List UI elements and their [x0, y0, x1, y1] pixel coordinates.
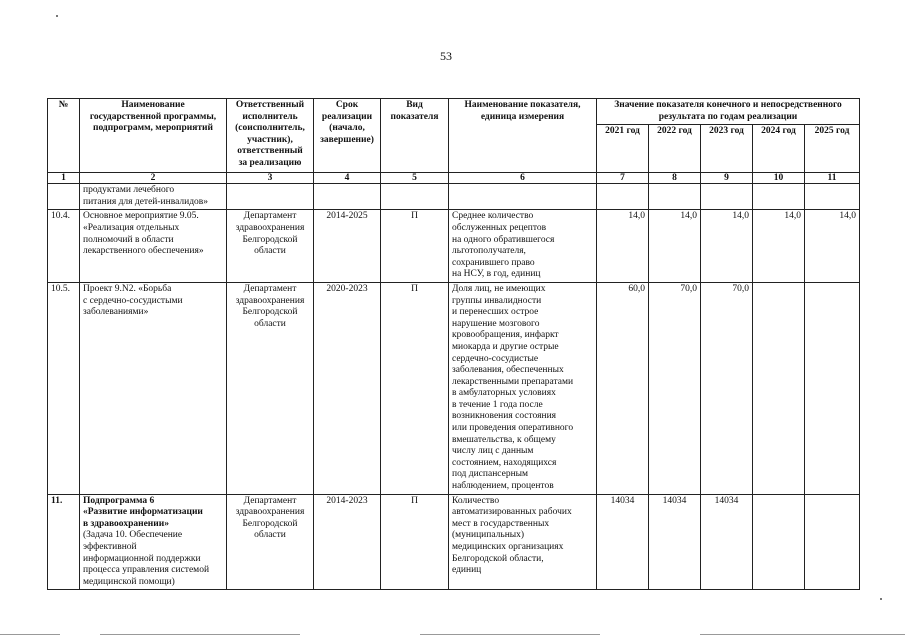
executor: Департамент здравоохранения Белгородской области	[227, 282, 314, 494]
indicator-type: П	[381, 494, 449, 590]
column-number: 4	[314, 173, 381, 184]
header-year: 2024 год	[753, 125, 805, 173]
value-2023: 14034	[701, 494, 753, 590]
header-values-group: Значение показателя конечного и непосредственного результата по годам реализации	[597, 99, 860, 125]
header-year: 2021 год	[597, 125, 649, 173]
value-2021: 14,0	[597, 210, 649, 283]
value-2022: 14034	[649, 494, 701, 590]
period: 2020-2023	[314, 282, 381, 494]
activity-name: Проект 9.N2. «Борьба с сердечно-сосудистыми заболеваниями»	[80, 282, 227, 494]
value-2022: 70,0	[649, 282, 701, 494]
value-2021: 14034	[597, 494, 649, 590]
column-number: 10	[753, 173, 805, 184]
column-number: 6	[449, 173, 597, 184]
scan-speck	[56, 15, 58, 17]
table-row	[48, 282, 860, 494]
header-program-name: Наименование государственной программы, подпрограмм, мероприятий	[80, 99, 227, 173]
header-year: 2023 год	[701, 125, 753, 173]
scan-edge-line	[0, 634, 60, 635]
column-number: 7	[597, 173, 649, 184]
subprogram-title: Подпрограмма 6 «Развитие информатизации в здравоохранении»	[83, 495, 203, 529]
scan-edge-line	[700, 634, 905, 635]
value-2025	[805, 282, 860, 494]
period: 2014-2025	[314, 210, 381, 283]
header-year: 2022 год	[649, 125, 701, 173]
activity-name: Основное мероприятие 9.05. «Реализация отдельных полномочий в области лекарственного обеспечения»	[80, 210, 227, 283]
indicator-type: П	[381, 210, 449, 283]
page-number: 53	[440, 49, 452, 63]
header-period: Срок реализации (начало, завершение)	[314, 99, 381, 173]
column-number: 1	[48, 173, 80, 184]
value-2024	[753, 494, 805, 590]
header-year: 2025 год	[805, 125, 860, 173]
header-indicator-name: Наименование показателя, единица измерения	[449, 99, 597, 173]
header-indicator-type: Вид показателя	[381, 99, 449, 173]
scan-edge-line	[100, 634, 300, 635]
value-2023: 14,0	[701, 210, 753, 283]
value-2021: 60,0	[597, 282, 649, 494]
period: 2014-2023	[314, 494, 381, 590]
indicator-type: П	[381, 282, 449, 494]
executor: Департамент здравоохранения Белгородской области	[227, 210, 314, 283]
row-number: 11.	[48, 494, 80, 590]
column-number: 8	[649, 173, 701, 184]
indicator-name: Доля лиц, не имеющих группы инвалидности и перенесших острое нарушение мозгового кровообращения, инфаркт миокарда и другие острые сердечно-сосудистые заболевания, обеспеченных лекарственными препаратами в амбулаторных условиях в течение 1 года после возникновения состояния или проведения оперативного вмешательства, к общему числу лиц с данным состоянием, находящихся под диспансерным наблюдением, процентов	[449, 282, 597, 494]
row-number: 10.5.	[48, 282, 80, 494]
column-number: 5	[381, 173, 449, 184]
header-executor: Ответственный исполнитель (соисполнитель, участник), ответственный за реализацию	[227, 99, 314, 173]
value-2024	[753, 282, 805, 494]
table-row	[48, 184, 860, 210]
indicator-name: Среднее количество обслуженных рецептов на одного обратившегося льготополучателя, сохранившего право на НСУ, в год, единиц	[449, 210, 597, 283]
column-number: 9	[701, 173, 753, 184]
value-2023: 70,0	[701, 282, 753, 494]
column-number: 11	[805, 173, 860, 184]
column-number: 2	[80, 173, 227, 184]
table-row	[48, 494, 860, 590]
value-2025: 14,0	[805, 210, 860, 283]
subprogram-cell	[80, 494, 227, 590]
scan-speck	[880, 598, 882, 600]
program-table	[47, 98, 860, 590]
row-number: 10.4.	[48, 210, 80, 283]
value-2024: 14,0	[753, 210, 805, 283]
scan-edge-line	[420, 634, 600, 635]
continuation-text: продуктами лечебного питания для детей-инвалидов»	[80, 184, 227, 210]
subprogram-task: (Задача 10. Обеспечение эффективной информационной поддержки процесса управления системой медицинской помощи)	[83, 530, 210, 587]
executor: Департамент здравоохранения Белгородской области	[227, 494, 314, 590]
table-row	[48, 210, 860, 283]
column-number: 3	[227, 173, 314, 184]
value-2022: 14,0	[649, 210, 701, 283]
indicator-name: Количество автоматизированных рабочих мест в государственных (муниципальных) медицинских организациях Белгородской области, единиц	[449, 494, 597, 590]
header-number: №	[48, 99, 80, 173]
value-2025	[805, 494, 860, 590]
